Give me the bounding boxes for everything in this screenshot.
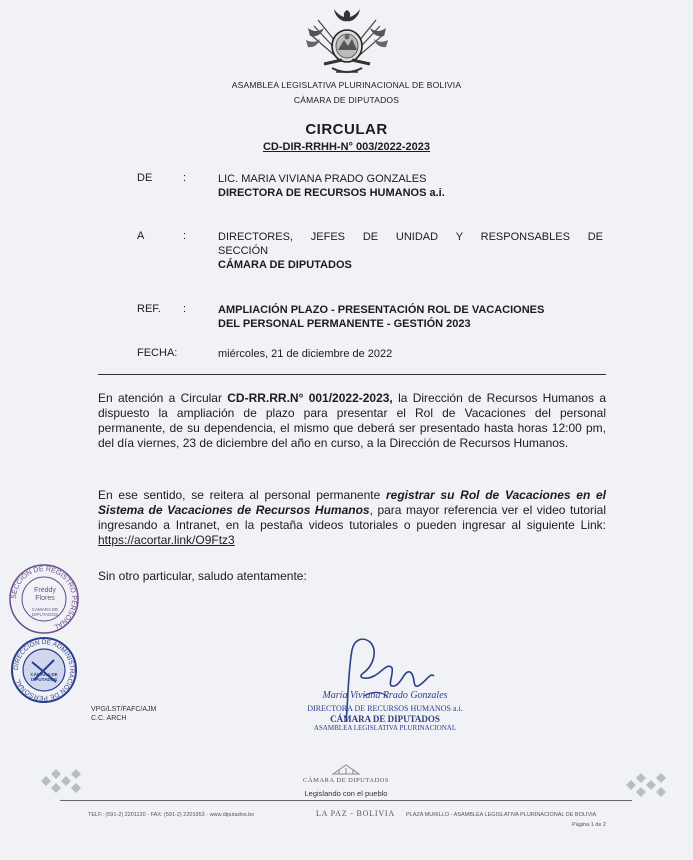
de-name: LIC. MARIA VIVIANA PRADO GONZALES	[218, 173, 427, 185]
footer-contacts: TELF.: (591-2) 2201120 - FAX: (591-2) 2201953 · www.diputados.bo	[88, 812, 255, 818]
registration-stamp	[8, 563, 80, 635]
footer-divider	[60, 800, 632, 801]
stamp1-org: CÁMARA DE DIPUTADOS	[31, 607, 59, 617]
a-colon: :	[183, 230, 187, 242]
footer-city: LA PAZ - BOLIVIA	[316, 809, 395, 818]
signature-stamp-role: DIRECTORA DE RECURSOS HUMANOS a.i.	[307, 704, 463, 713]
p2-text-start: En ese sentido, se reitera al personal permanente	[98, 488, 386, 502]
body-paragraph-1	[98, 391, 606, 451]
footer-address: PLAZA MURILLO - ASAMBLEA LEGISLATIVA PLURINACIONAL DE BOLIVIA	[406, 812, 597, 818]
stamp1-name: Freddy Flores	[34, 587, 56, 602]
chamber-name: CÁMARA DE DIPUTADOS	[293, 95, 400, 105]
p1-text-start: En atención a Circular	[98, 391, 228, 405]
institution-name: ASAMBLEA LEGISLATIVA PLURINACIONAL DE BOLIVIA	[231, 80, 462, 90]
fecha-value: miércoles, 21 de diciembre de 2022	[218, 348, 393, 360]
initials-line1: VPG/LST/FAFC/AJM	[91, 706, 157, 713]
p1-text-end: la Dirección de Recursos Humanos a dispuesto la ampliación de plazo para presentar el Rol de Vacaciones del personal permanente, de su dependencia, el mismo que deberá ser presentado hasta horas 12:00 pm, del día viernes, 23 de diciembre del año en curso, a la Dirección de Recursos Humanos.	[98, 391, 606, 450]
de-label: DE	[137, 172, 153, 184]
header-divider	[98, 374, 606, 375]
a-label: A	[137, 230, 145, 242]
fecha-label: FECHA:	[137, 347, 178, 359]
de-colon: :	[183, 172, 187, 184]
tutorial-link[interactable]: https://acortar.link/O9Ftz3	[98, 533, 235, 547]
a-chamber: CÁMARA DE DIPUTADOS	[218, 259, 352, 271]
page-number: Página 1 de 2	[572, 822, 606, 828]
ref-colon: :	[183, 303, 187, 315]
administration-stamp	[10, 636, 78, 704]
body-paragraph-2	[98, 488, 606, 548]
signature-script-name: María Viviana Prado Gonzales	[322, 690, 448, 701]
closing-line: Sin otro particular, saludo atentamente:	[98, 569, 307, 583]
decorative-pattern-icon	[620, 770, 672, 800]
signature-stamp-assembly: ASAMBLEA LEGISLATIVA PLURINACIONAL	[313, 724, 457, 732]
svg-text:SECCIÓN DE REGISTRO PERSONAL: SECCIÓN DE REGISTRO PERSONAL	[10, 565, 78, 631]
ref-line2: DEL PERSONAL PERMANENTE - GESTIÓN 2023	[218, 318, 471, 330]
p1-circular-ref: CD-RR.RR.N° 001/2022-2023,	[227, 391, 393, 405]
de-role: DIRECTORA DE RECURSOS HUMANOS a.i.	[218, 187, 445, 199]
stamp-seal-icon	[10, 636, 78, 704]
document-code: CD-DIR-RRHH-N° 003/2022-2023	[262, 141, 430, 153]
coat-of-arms-icon	[302, 6, 392, 80]
footer-chamber-logo-text: CÁMARA DE DIPUTADOS	[303, 777, 389, 784]
p2-emphasis: registrar su Rol de Vacaciones en el Sistema de Vacaciones de Recursos Humanos	[98, 488, 607, 517]
svg-text:DIRECCIÓN DE ADMINISTRACIÓN DE: DIRECCIÓN DE ADMINISTRACIÓN DE PERSONAL	[12, 638, 76, 702]
ref-line1: AMPLIACIÓN PLAZO - PRESENTACIÓN ROL DE VACACIONES	[218, 304, 545, 316]
footer-motto: Legislando con el pueblo	[304, 789, 388, 798]
document-title: CIRCULAR	[305, 121, 388, 138]
stamp2-center: CÁMARA DE DIPUTADOS	[30, 672, 58, 682]
ref-label: REF.	[137, 303, 161, 315]
decorative-pattern-icon	[35, 766, 87, 796]
a-recipients-cont: SECCIÓN	[218, 245, 269, 257]
a-recipients: DIRECTORES, JEFES DE UNIDAD Y RESPONSABLES DE	[218, 231, 603, 243]
signature-stamp-chamber: CÁMARA DE DIPUTADOS	[330, 714, 440, 724]
p2-text-end: , para mayor referencia ver el video tutorial ingresando a Intranet, en la pestaña videos tutoriales o pueden ingresar al siguiente Link:	[98, 503, 606, 532]
chamber-logo-icon	[331, 762, 361, 776]
initials-line2: C.C. ARCH	[91, 715, 127, 722]
